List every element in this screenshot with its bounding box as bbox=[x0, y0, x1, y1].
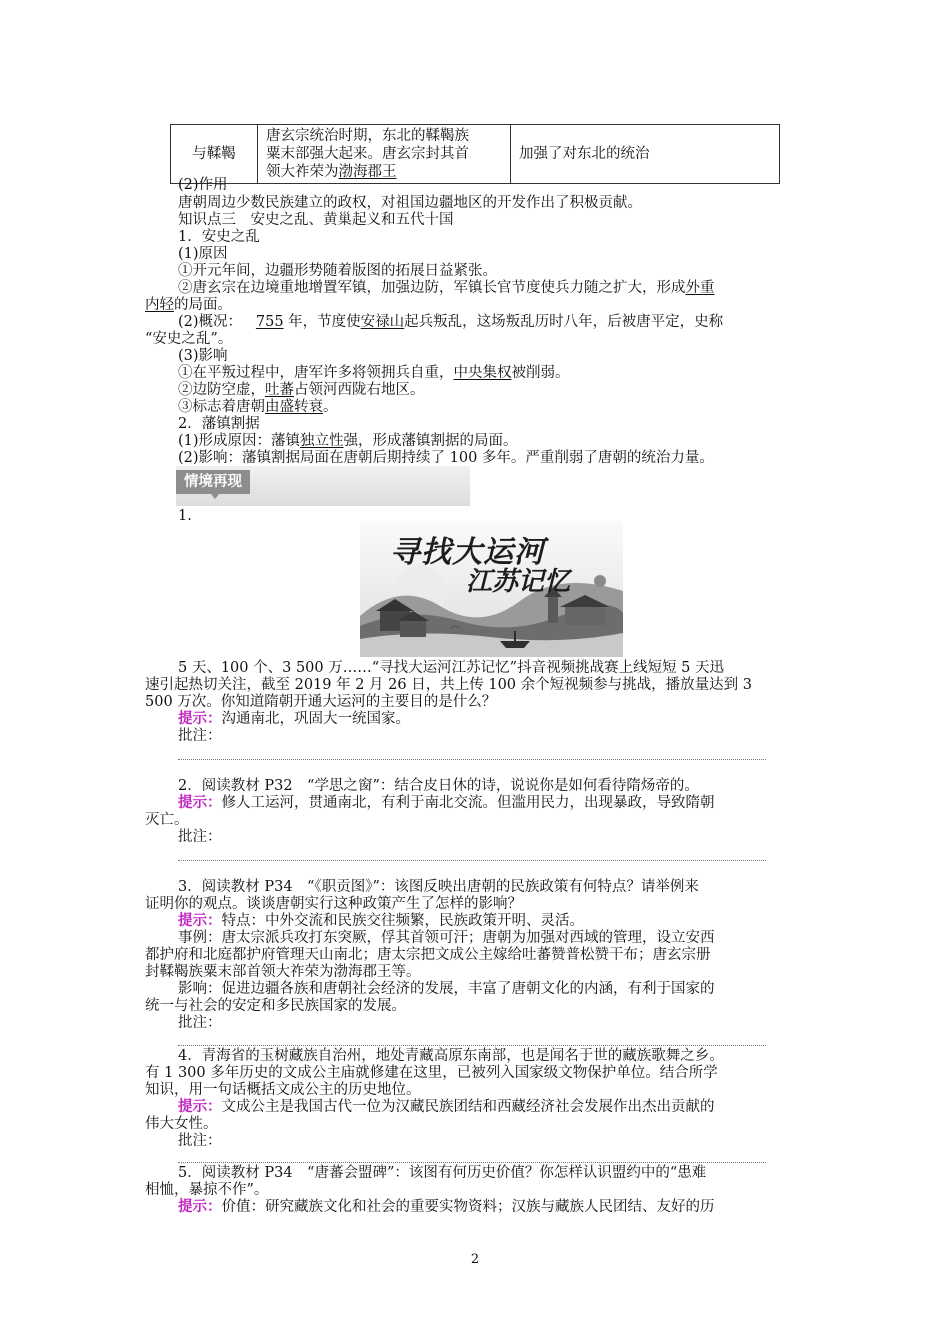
paragraph: (2)影响：藩镇割据局面在唐朝后期持续了 100 多年。严重削弱了唐朝的统治力量。 bbox=[178, 450, 714, 466]
text-span: ①在平叛过程中，唐军许多将领拥兵自重， bbox=[178, 365, 454, 381]
underlined-term: 渤海郡王 bbox=[338, 164, 397, 180]
paragraph: 证明你的观点。谈谈唐朝实行这种政策产生了怎样的影响？ bbox=[145, 896, 522, 912]
banner-pointer bbox=[211, 494, 219, 499]
paragraph: 伟大女性。 bbox=[145, 1116, 218, 1132]
paragraph: 500 万次。你知道隋朝开通大运河的主要目的是什么？ bbox=[145, 694, 497, 710]
poster-title-line2: 江苏记忆 bbox=[466, 567, 571, 597]
paragraph bbox=[178, 279, 843, 297]
paragraph: 灭亡。 bbox=[145, 812, 189, 828]
paragraph bbox=[178, 381, 843, 399]
text-span: (2)概况： bbox=[178, 314, 243, 330]
hint-label: 提示： bbox=[178, 1098, 222, 1115]
underlined-term: 安禄山 bbox=[360, 314, 405, 330]
hint-text: 价值：研究藏族文化和社会的重要实物资料；汉族与藏族人民团结、友好的历 bbox=[221, 1199, 715, 1215]
hint-paragraph bbox=[178, 794, 843, 812]
section-banner bbox=[176, 466, 470, 506]
text-span: (1)形成原因：藩镇 bbox=[178, 433, 301, 449]
paragraph: 知识，用一句话概括文成公主的历史地位。 bbox=[145, 1082, 421, 1098]
paragraph: 5．阅读教材 P34 “唐蕃会盟碑”：该图有何历史价值？你怎样认识盟约中的“患难 bbox=[178, 1165, 707, 1181]
paragraph: 5 天、100 个、3 500 万……“寻找大运河江苏记忆”抖音视频挑战赛上线短短 5 天迅 bbox=[178, 660, 725, 676]
text-span: 占领河西陇右地区。 bbox=[294, 382, 425, 398]
paragraph: 都护府和北庭都护府管理天山南北；唐太宗把文成公主嫁给吐蕃赞普松赞干布；唐玄宗册 bbox=[145, 947, 711, 963]
table-row bbox=[171, 125, 780, 184]
paragraph: “安史之乱”。 bbox=[145, 331, 233, 347]
table-cell-result: 加强了对东北的统治 bbox=[511, 125, 780, 184]
paragraph: 有 1 300 多年历史的文成公主庙就修建在这里，已被列入国家级文物保护单位。结合所学 bbox=[145, 1065, 718, 1081]
ethnic-relations-table bbox=[170, 124, 780, 184]
text-span: 领大祚荣为 bbox=[266, 164, 339, 180]
underlined-term: 吐蕃 bbox=[265, 382, 294, 398]
paragraph: 2．阅读教材 P32 “学思之窗”：结合皮日休的诗，说说你是如何看待隋炀帝的。 bbox=[178, 778, 699, 794]
paragraph: 封鞣鞨族粟末部首领大祚荣为渤海郡王等。 bbox=[145, 964, 421, 980]
text-span: 强，形成藩镇割据的局面。 bbox=[343, 433, 518, 449]
paragraph: 4．青海省的玉树藏族自治州，地处青藏高原东南部，也是闻名于世的藏族歌舞之乡。 bbox=[178, 1048, 724, 1064]
underlined-term: 独立性 bbox=[300, 433, 344, 449]
note-line bbox=[178, 1162, 766, 1163]
text-span: 被削弱。 bbox=[511, 365, 570, 381]
text-span: 的局面。 bbox=[174, 297, 232, 313]
text-span: 年，节度使 bbox=[288, 314, 361, 330]
paragraph bbox=[178, 432, 843, 450]
page-number: 2 bbox=[470, 1252, 480, 1267]
hint-label: 提示： bbox=[178, 912, 222, 929]
text-span: ③标志着唐朝 bbox=[178, 399, 265, 415]
hint-label: 提示： bbox=[178, 710, 222, 727]
hint-text: 特点：中外交流和民族交往频繁，民族政策开明、灵活。 bbox=[221, 913, 584, 929]
paragraph bbox=[178, 313, 843, 331]
hint-paragraph bbox=[178, 1098, 843, 1116]
banner-title: 情境再现 bbox=[176, 470, 250, 494]
note-line bbox=[178, 759, 766, 760]
underlined-term: 内轻 bbox=[145, 297, 174, 313]
text-span: 。 bbox=[323, 399, 338, 415]
paragraph: 速引起热切关注，截至 2019 年 2 月 26 日，共上传 100 余个短视频参与挑战，播放量达到 3 bbox=[145, 677, 752, 693]
subheading: (3)影响 bbox=[178, 348, 228, 364]
text-span: ②唐玄宗在边境重地增置军镇，加强边防，军镇长官节度使兵力随之扩大，形成 bbox=[178, 280, 686, 296]
paragraph bbox=[178, 398, 843, 416]
hint-text: 文成公主是我国古代一位为汉藏民族团结和西藏经济社会发展作出杰出贡献的 bbox=[221, 1099, 715, 1115]
table-cell-event bbox=[258, 125, 511, 184]
hint-text: 沟通南北，巩固大一统国家。 bbox=[221, 711, 410, 727]
table-cell-text: 粟末部强大起来。唐玄宗封其首 bbox=[266, 146, 469, 162]
text-span: ②边防空虚， bbox=[178, 382, 265, 398]
hint-paragraph bbox=[178, 1198, 843, 1216]
subheading: 2．藩镇割据 bbox=[178, 416, 260, 432]
underlined-term: 由盛转衰 bbox=[265, 399, 323, 415]
paragraph: 3．阅读教材 P34 “《职贡图》”：该图反映出唐朝的民族政策有何特点？请举例来 bbox=[178, 879, 699, 895]
hint-label: 提示： bbox=[178, 1198, 222, 1215]
hint-paragraph bbox=[178, 710, 843, 728]
underlined-term: 外重 bbox=[685, 280, 715, 296]
paragraph: 事例：唐太宗派兵攻打东突厥，俘其首领可汗；唐朝为加强对西域的管理，设立安西 bbox=[178, 930, 715, 946]
underlined-term: 755 bbox=[255, 314, 284, 330]
note-label: 批注： bbox=[178, 728, 222, 744]
hint-paragraph bbox=[178, 912, 843, 930]
table-cell-text: 唐玄宗统治时期，东北的鞣鞨族 bbox=[266, 128, 469, 144]
paragraph: 唐朝周边少数民族建立的政权，对祖国边疆地区的开发作出了积极贡献。 bbox=[178, 195, 642, 211]
table-cell-people: 与鞣鞨 bbox=[171, 125, 258, 184]
note-label: 批注： bbox=[178, 829, 222, 845]
grand-canal-poster-image bbox=[360, 521, 623, 657]
paragraph: ①开元年间，边疆形势随着版图的拓展日益紧张。 bbox=[178, 263, 497, 279]
question-number: 1. bbox=[178, 508, 192, 524]
paragraph: 影响：促进边疆各族和唐朝社会经济的发展，丰富了唐朝文化的内涵，有利于国家的 bbox=[178, 981, 715, 997]
subheading: (1)原因 bbox=[178, 246, 228, 262]
hint-text: 修人工运河，贯通南北，有利于南北交流。但滥用民力，出现暴政，导致隋朝 bbox=[221, 795, 715, 811]
paragraph bbox=[145, 296, 810, 314]
note-line bbox=[178, 860, 766, 861]
poster-title-line1: 寻找大运河 bbox=[390, 535, 545, 570]
section-heading: 知识点三 安史之乱、黄巢起义和五代十国 bbox=[178, 212, 454, 228]
note-label: 批注： bbox=[178, 1015, 222, 1031]
subheading: 1．安史之乱 bbox=[178, 229, 260, 245]
hint-label: 提示： bbox=[178, 794, 222, 811]
paragraph bbox=[178, 364, 843, 382]
note-line bbox=[178, 1045, 766, 1046]
text-span: 起兵叛乱，这场叛乱历时八年，后被唐平定，史称 bbox=[404, 314, 724, 330]
paragraph: 统一与社会的安定和多民族国家的发展。 bbox=[145, 998, 406, 1014]
subheading: (2)作用 bbox=[178, 177, 228, 193]
note-label: 批注： bbox=[178, 1133, 222, 1149]
paragraph: 相恤，暴掠不作”。 bbox=[145, 1182, 269, 1198]
underlined-term: 中央集权 bbox=[453, 365, 512, 381]
